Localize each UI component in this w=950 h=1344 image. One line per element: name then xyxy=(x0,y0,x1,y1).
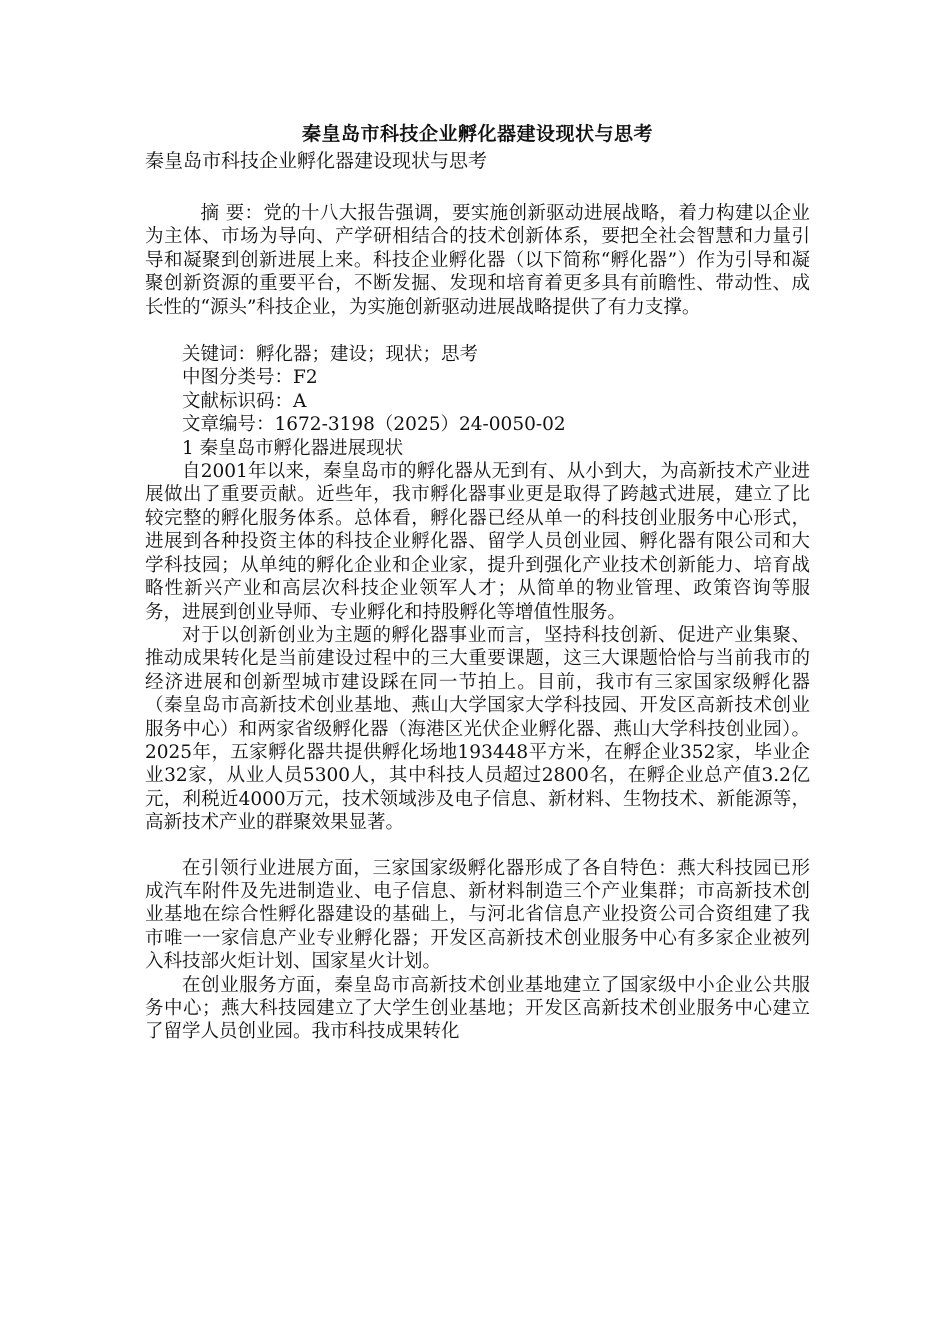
body-paragraph: 自2001年以来，秦皇岛市的孵化器从无到有、从小到大，为高新技术产业进展做出了重要贡献。近些年，我市孵化器事业更是取得了跨越式进展，建立了比较完整的孵化服务体系。总体看，孵化器已经从单一的科技创业服务中心形式，进展到各种投资主体的科技企业孵化器、留学人员创业园、孵化器有限公司和大学科技园；从单纯的孵化企业和企业家，提升到强化产业技术创新能力、培育战略性新兴产业和高层次科技企业领军人才；从简单的物业管理、政策咨询等服务，进展到创业导师、专业孵化和持股孵化等增值性服务。 xyxy=(145,461,810,623)
document-title: 秦皇岛市科技企业孵化器建设现状与思考 xyxy=(301,123,653,145)
section-heading: 1 秦皇岛市孵化器进展现状 xyxy=(182,437,404,459)
document-page xyxy=(145,120,810,1044)
clc-number-line: 中图分类号：F2 xyxy=(182,367,318,389)
body-paragraph: 在引领行业进展方面，三家国家级孵化器形成了各自特色：燕大科技园已形成汽车附件及先进制造业、电子信息、新材料制造三个产业集群；市高新技术创业基地在综合性孵化器建设的基础上，与河北省信息产业投资公司合资组建了我市唯一一家信息产业专业孵化器；开发区高新技术创业服务中心有多家企业被列入科技部火炬计划、国家星火计划。 xyxy=(145,857,810,973)
doc-code-line: 文献标识码：A xyxy=(182,390,307,412)
abstract-paragraph: 摘 要：党的十八大报告强调，要实施创新驱动进展战略，着力构建以企业为主体、市场为导向、产学研相结合的技术创新体系，要把全社会智慧和力量引导和凝聚到创新进展上来。科技企业孵化器（以下简称“孵化器”）作为引导和凝聚创新资源的重要平台，不断发掘、发现和培育着更多具有前瞻性、带动性、成长性的“源头”科技企业，为实施创新驱动进展战略提供了有力支撑。 xyxy=(145,203,810,318)
body-paragraph: 在创业服务方面，秦皇岛市高新技术创业基地建立了国家级中小企业公共服务中心；燕大科技园建立了大学生创业基地；开发区高新技术创业服务中心建立了留学人员创业园。我市科技成果转化 xyxy=(145,974,810,1043)
article-number-line: 文章编号：1672-3198（2025）24-0050-02 xyxy=(182,414,566,436)
document-subtitle: 秦皇岛市科技企业孵化器建设现状与思考 xyxy=(145,150,488,172)
keywords-line: 关键词：孵化器；建设；现状；思考 xyxy=(182,344,479,366)
body-paragraph: 对于以创新创业为主题的孵化器事业而言，坚持科技创新、促进产业集聚、推动成果转化是当前建设过程中的三大重要课题，这三大课题恰恰与当前我市的经济进展和创新型城市建设踩在同一节拍上。目前，我市有三家国家级孵化器（秦皇岛市高新技术创业基地、燕山大学国家大学科技园、开发区高新技术创业服务中心）和两家省级孵化器（海港区光伏企业孵化器、燕山大学科技创业园）。2025年，五家孵化器共提供孵化场地193448平方米，在孵企业352家，毕业企业32家，从业人员5300人，其中科技人员超过2800名，在孵企业总产值3.2亿元，利税近4000万元，技术领域涉及电子信息、新材料、生物技术、新能源等，高新技术产业的群聚效果显著。 xyxy=(145,624,810,834)
